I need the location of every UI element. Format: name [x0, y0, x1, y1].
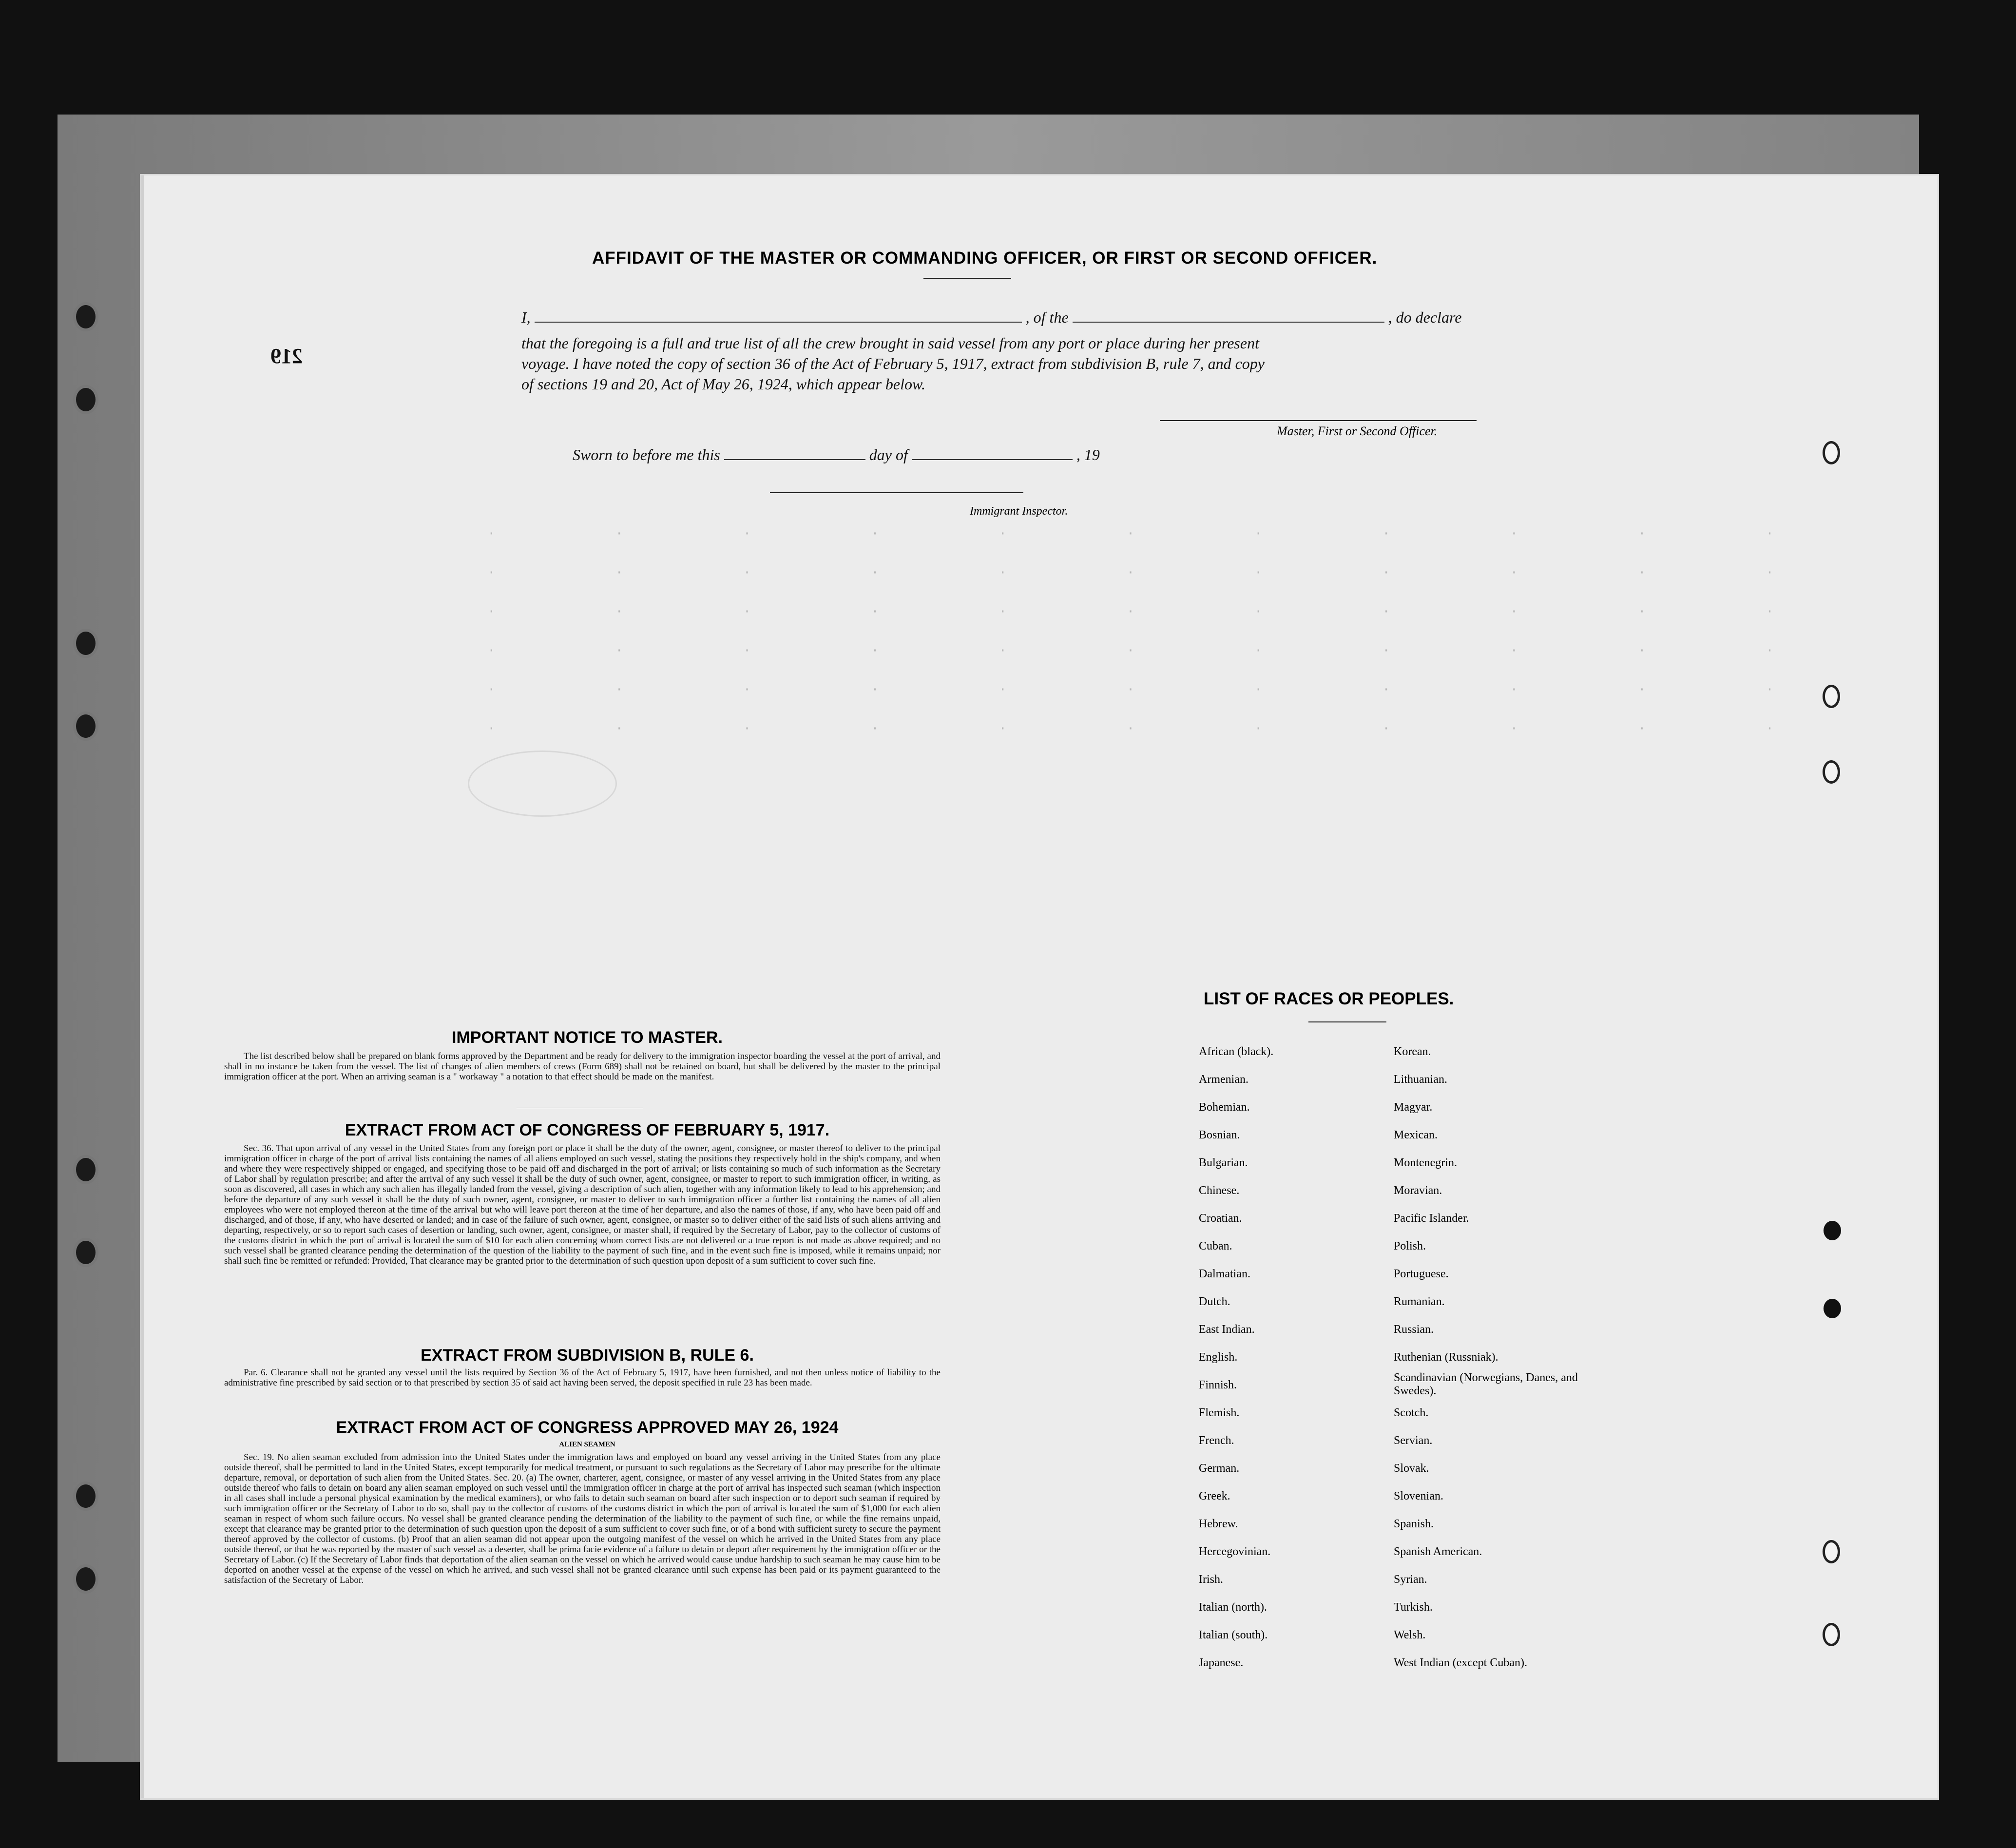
- race-item: Japanese.: [1199, 1656, 1244, 1669]
- margin-number: 219: [270, 344, 303, 368]
- important-notice-text: The list described below shall be prepared on blank forms approved by the Department and be ready for delivery to the immigration inspector boarding the vessel at the port of arrival, and shall in no instance be taken from the vessel. The list of changes of alien members of crews (Form 689) shall not be retained on board, but shall be delivered by the master to the principal immigration officer at the port. When an arriving seaman is a " workaway " a notation to that effect should be made on the manifest.: [224, 1051, 941, 1082]
- punch-hole: [73, 629, 98, 658]
- race-item: Spanish.: [1394, 1518, 1434, 1530]
- race-item: Portuguese.: [1394, 1268, 1449, 1280]
- inspector-label: Immigrant Inspector.: [970, 505, 1068, 518]
- race-item: Syrian.: [1394, 1573, 1427, 1586]
- punch-hole: [1823, 441, 1840, 464]
- race-item: Hercegovinian.: [1199, 1545, 1271, 1558]
- master-signature-line[interactable]: [1160, 420, 1477, 421]
- race-item: Mexican.: [1394, 1129, 1438, 1141]
- races-column-1: [1199, 1038, 1379, 1677]
- punch-hole: [1823, 1623, 1840, 1646]
- race-item: West Indian (except Cuban).: [1394, 1656, 1527, 1669]
- affidavit-body-3: of sections 19 and 20, Act of May 26, 1924, which appear below.: [521, 375, 925, 393]
- extract-1924-title: EXTRACT FROM ACT OF CONGRESS APPROVED MAY 26, 1924: [336, 1418, 839, 1437]
- race-item: Dutch.: [1199, 1295, 1230, 1308]
- of-the-label: , of the: [1025, 308, 1069, 326]
- race-item: Servian.: [1394, 1434, 1433, 1447]
- i-label: I,: [521, 308, 531, 326]
- race-item: Chinese.: [1199, 1184, 1240, 1197]
- race-item: Slovak.: [1394, 1462, 1429, 1475]
- race-item: Korean.: [1394, 1045, 1431, 1058]
- race-item: Flemish.: [1199, 1406, 1240, 1419]
- inspector-signature-line[interactable]: [770, 492, 1023, 493]
- bleed-through-row: · · · · · · · · · · ·: [487, 721, 1774, 736]
- extract-rule6-text: Par. 6. Clearance shall not be granted any vessel until the lists required by Section 36 of the Act of February 5, 1917, have been furnished, and not then unless notice of liability to the administrative fine prescribed by said section or to that prescribed by section 35 of said act having been served, the deposit specified in rule 23 has been made.: [224, 1367, 941, 1388]
- race-item: Rumanian.: [1394, 1295, 1445, 1308]
- sworn-day-blank[interactable]: [724, 444, 865, 460]
- bleed-through-row: · · · · · · · · · · ·: [487, 526, 1774, 541]
- race-item: Spanish American.: [1394, 1545, 1482, 1558]
- sworn-line: [573, 444, 1100, 465]
- bleed-through-row: · · · · · · · · · · ·: [487, 643, 1774, 658]
- punch-hole: [73, 1238, 98, 1267]
- bleed-through-row: · · · · · · · · · · ·: [487, 682, 1774, 697]
- punch-hole: [73, 302, 98, 331]
- punch-hole: [1823, 1540, 1840, 1563]
- race-item: German.: [1199, 1462, 1240, 1475]
- year-label: , 19: [1076, 446, 1100, 463]
- race-item: Russian.: [1394, 1323, 1434, 1336]
- race-item: Cuban.: [1199, 1240, 1232, 1252]
- bleed-through-row: · · · · · · · · · · ·: [487, 565, 1774, 580]
- punch-hole: [73, 712, 98, 741]
- punch-hole: [73, 1482, 98, 1511]
- race-item: Greek.: [1199, 1490, 1230, 1502]
- race-item: Irish.: [1199, 1573, 1223, 1586]
- race-item: Croatian.: [1199, 1212, 1242, 1225]
- punch-hole: [1823, 685, 1840, 708]
- race-item: Montenegrin.: [1394, 1156, 1457, 1169]
- punch-hole: [1824, 1299, 1841, 1318]
- extract-1924-subtitle: ALIEN SEAMEN: [559, 1441, 615, 1448]
- race-item: Pacific Islander.: [1394, 1212, 1469, 1225]
- punch-hole: [73, 385, 98, 414]
- races-title-rule: [1308, 1021, 1386, 1022]
- vessel-blank[interactable]: [1073, 307, 1384, 323]
- important-notice-title: IMPORTANT NOTICE TO MASTER.: [452, 1028, 723, 1047]
- extract-1924-text: Sec. 19. No alien seaman excluded from admission into the United States under the immigration laws and employed on board any vessel arriving in the United States from any place outside thereof, shall be permitted to land in the United States, except temporarily for medical treatment, or pursuant to such regulations as the Secretary of Labor may prescribe for the ultimate departure, removal, or deportation of such alien from the United States. Sec. 20. (a) The owner, charterer, agent, consignee, or master of any vessel arriving in the United States from any place outside thereof who fails to detain on board any alien seaman employed on such vessel until the immigration officer in charge at the port of arrival has inspected such seaman (which inspection in all cases shall include a personal physical examination by the medical examiners), or who fails to detain such seaman on board after such inspection or to deport such seaman if required by such immigration officer or the Secretary of Labor to do so, shall pay to the collector of customs of the customs district in which the port of arrival is located the sum of $1,000 for each alien seaman in respect of whom such failure occurs. No vessel shall be granted clearance pending the determination of the liability to the payment of such fine, or while the fine remains unpaid, except that clearance may be granted prior to the determination of such question upon the deposit of a sum sufficient to cover such fine, or of a bond with sufficient surety to secure the payment thereof approved by the collector of customs. (b) Proof that an alien seaman did not appear upon the outgoing manifest of the vessel on which he arrived in the United States from any place outside thereof, or that he was reported by the master of such vessel as a deserter, shall be prima facie evidence of a failure to detain or deport after requirement by the immigration officer or the Secretary of Labor. (c) If the Secretary of Labor finds that deportation of the alien seaman on the vessel on which he arrived would cause undue hardship to such seaman he may cause him to be deported on another vessel at the expense of the vessel on which he arrived, and such vessel shall not be granted clearance until such expense has been paid or its payment guaranteed to the satisfaction of the Secretary of Labor.: [224, 1452, 941, 1585]
- race-item: Magyar.: [1394, 1101, 1433, 1114]
- master-label: Master, First or Second Officer.: [1277, 424, 1438, 438]
- race-item: Moravian.: [1394, 1184, 1442, 1197]
- race-item: Dalmatian.: [1199, 1268, 1250, 1280]
- race-item: Ruthenian (Russniak).: [1394, 1351, 1498, 1364]
- punch-hole: [1823, 760, 1840, 784]
- affidavit-title: AFFIDAVIT OF THE MASTER OR COMMANDING OFFICER, OR FIRST OR SECOND OFFICER.: [592, 249, 1378, 268]
- race-item: English.: [1199, 1351, 1238, 1364]
- races-column-2: [1394, 1038, 1618, 1677]
- extract-1917-text: Sec. 36. That upon arrival of any vessel in the United States from any foreign port or place it shall be the duty of the owner, agent, consignee, or master thereof to deliver to the principal immigration officer in charge of the port of arrival lists containing the names of all aliens employed on such vessel, stating the positions they respectively hold in the ship's company, and when and where they were respectively shipped or engaged, and specifying those to be paid off and discharged in the port of arrival; or lists containing so much of such information as the Secretary of Labor shall by regulation prescribe; and after the arrival of any such vessel it shall be the duty of such owner, agent, consignee, or master to report to such immigration officer, in writing, as soon as discovered, all cases in which any such alien has illegally landed from the vessel, giving a description of such alien, together with any information likely to lead to his apprehension; and before the departure of any such vessel it shall be the duty of such owner, agent, consignee, or master to deliver to such immigration officer a further list containing the names of all alien employees who were not employed thereon at the time of the arrival but who will leave port thereon at the time of her departure, and also the names of those, if any, who have been paid off and discharged, and of those, if any, who have deserted or landed; and in case of the failure of such owner, agent, consignee, or master so to deliver either of the said lists of such aliens arriving and departing, respectively, or so to report such cases of desertion or landing, such owner, agent, consignee, or master shall, if required by the Secretary of Labor, pay to the collector of customs of the customs district in which the port of arrival is located the sum of $10 for each alien concerning whom correct lists are not delivered or a true report is not made as above required; and no such vessel shall be granted clearance pending the determination of the question of the liability to the payment of such fine, and in the event such fine is imposed, while it remains unpaid; nor shall such fine be remitted or refunded: Provided, That clearance may be granted prior to the determination of such question upon deposit of a sum sufficient to cover such fine.: [224, 1143, 941, 1266]
- declare-label: , do declare: [1388, 308, 1462, 326]
- race-item: Lithuanian.: [1394, 1073, 1447, 1086]
- race-item: Bulgarian.: [1199, 1156, 1248, 1169]
- affidavit-body-1: that the foregoing is a full and true list of all the crew brought in said vessel from any port or place during her present: [521, 334, 1259, 352]
- faint-stamp: [468, 751, 617, 817]
- race-item: Italian (south).: [1199, 1629, 1268, 1641]
- race-item: Polish.: [1394, 1240, 1426, 1252]
- race-item: French.: [1199, 1434, 1234, 1447]
- bleed-through-row: · · · · · · · · · · ·: [487, 604, 1774, 619]
- sworn-label: Sworn to before me this: [573, 446, 720, 463]
- race-item: Finnish.: [1199, 1379, 1237, 1391]
- punch-hole: [1824, 1221, 1841, 1240]
- race-item: Slovenian.: [1394, 1490, 1443, 1502]
- race-item: Bosnian.: [1199, 1129, 1240, 1141]
- affidavit-body-2: voyage. I have noted the copy of section 36 of the Act of February 5, 1917, extract from subdivision B, rule 7, and copy: [521, 355, 1265, 372]
- race-item: Armenian.: [1199, 1073, 1248, 1086]
- races-title: LIST OF RACES OR PEOPLES.: [1204, 989, 1454, 1008]
- title-rule: [923, 278, 1011, 279]
- race-item: Hebrew.: [1199, 1518, 1238, 1530]
- punch-hole: [73, 1155, 98, 1184]
- day-of-label: day of: [869, 446, 908, 463]
- name-blank[interactable]: [535, 307, 1022, 323]
- punch-hole: [73, 1564, 98, 1594]
- race-item: African (black).: [1199, 1045, 1274, 1058]
- race-item: Welsh.: [1394, 1629, 1426, 1641]
- affidavit-declaration-line: [521, 307, 1496, 327]
- race-item: Scotch.: [1394, 1406, 1429, 1419]
- race-item: East Indian.: [1199, 1323, 1255, 1336]
- sworn-month-blank[interactable]: [912, 444, 1073, 460]
- extract-1917-title: EXTRACT FROM ACT OF CONGRESS OF FEBRUARY 5, 1917.: [345, 1121, 830, 1139]
- race-item: Scandinavian (Norwegians, Danes, and Swedes).: [1394, 1371, 1578, 1397]
- race-item: Bohemian.: [1199, 1101, 1250, 1114]
- race-item: Italian (north).: [1199, 1601, 1267, 1614]
- race-item: Turkish.: [1394, 1601, 1433, 1614]
- extract-rule6-title: EXTRACT FROM SUBDIVISION B, RULE 6.: [421, 1346, 754, 1365]
